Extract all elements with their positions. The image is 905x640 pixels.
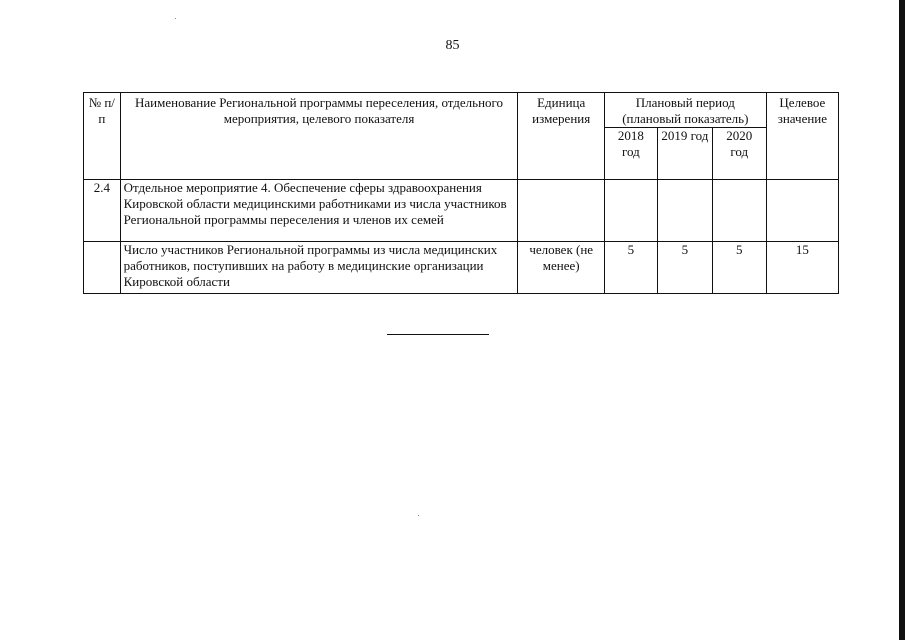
row-target: 15 [766, 242, 838, 294]
indicators-table [83, 92, 839, 294]
scan-edge [899, 0, 905, 640]
row-value-2020 [712, 180, 766, 242]
separator-line [387, 334, 489, 335]
header-year-2020: 2020 год [712, 128, 766, 180]
row-value-2018: 5 [604, 242, 657, 294]
row-name: Число участников Региональной программы из числа медицинских работников, поступивших на работу в медицинские организации Кировской области [120, 242, 518, 294]
row-value-2019 [657, 180, 712, 242]
row-value-2018 [604, 180, 657, 242]
scan-speck [175, 18, 176, 19]
header-planned-period: Плановый период (плановый показатель) [604, 93, 766, 128]
row-value-2020: 5 [712, 242, 766, 294]
header-name: Наименование Региональной программы переселения, отдельного мероприятия, целевого показателя [120, 93, 518, 180]
header-row [84, 93, 839, 128]
table-row [84, 180, 839, 242]
header-target: Целевое значение [766, 93, 838, 180]
header-year-2018: 2018 год [604, 128, 657, 180]
row-unit [518, 180, 604, 242]
header-unit: Единица измерения [518, 93, 604, 180]
row-name: Отдельное мероприятие 4. Обеспечение сферы здравоохранения Кировской области медицинскими работниками из числа участников Региональной программы переселения и членов их семей [120, 180, 518, 242]
row-target [766, 180, 838, 242]
row-value-2019: 5 [657, 242, 712, 294]
table-row [84, 242, 839, 294]
header-year-2019: 2019 год [657, 128, 712, 180]
row-num: 2.4 [84, 180, 121, 242]
scan-speck [418, 515, 419, 516]
row-num [84, 242, 121, 294]
page-number: 85 [445, 38, 460, 53]
header-num: № п/п [84, 93, 121, 180]
row-unit: человек (не менее) [518, 242, 604, 294]
